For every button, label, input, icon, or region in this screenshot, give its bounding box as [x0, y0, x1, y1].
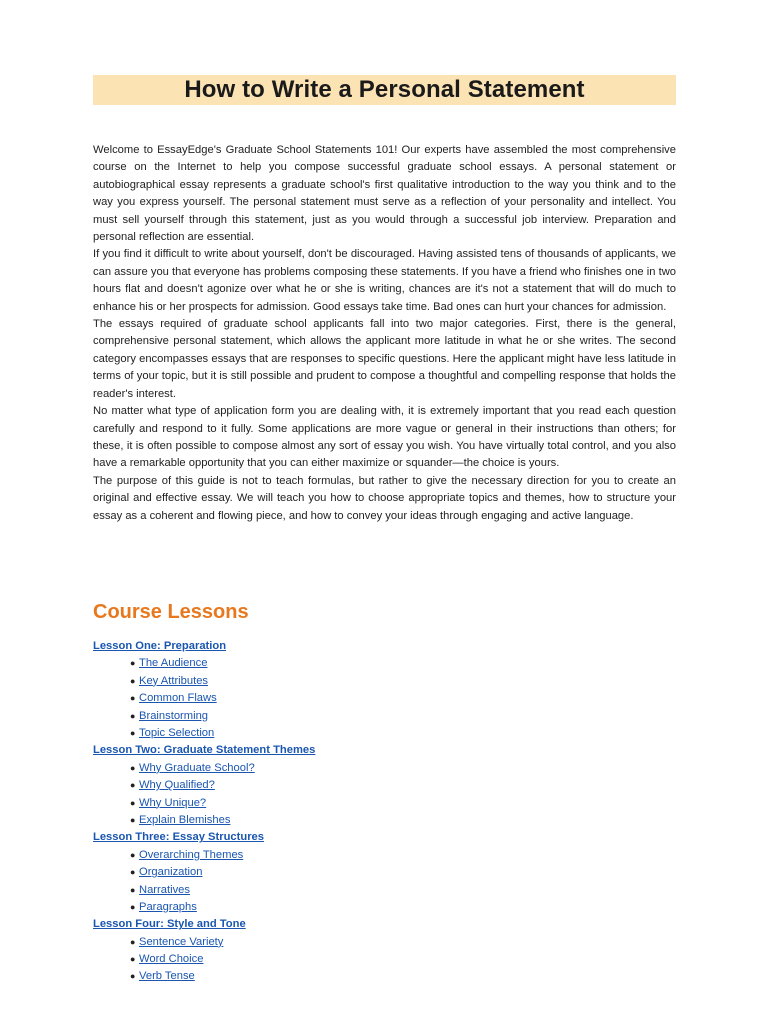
- topic-list: [93, 847, 676, 917]
- topic-link-overarching-themes[interactable]: Overarching Themes: [139, 848, 244, 861]
- intro-paragraph: The purpose of this guide is not to teach formulas, but rather to give the necessary direction for you to create an original and effective essay. We will teach you how to choose appropriate topics and themes, how to structure your essay as a coherent and flowing piece, and how to convey your ideas through engaging and active language.: [93, 474, 676, 522]
- intro-text: [93, 142, 676, 525]
- topic-link-why-graduate-school[interactable]: Why Graduate School?: [139, 761, 255, 774]
- list-item: [130, 864, 676, 881]
- topic-link-topic-selection[interactable]: Topic Selection: [139, 726, 215, 739]
- lesson-group: [93, 638, 676, 742]
- list-item: [130, 847, 676, 864]
- bullet-icon: ●: [130, 971, 136, 982]
- topic-link-word-choice[interactable]: Word Choice: [139, 953, 204, 966]
- topic-link-key-attributes[interactable]: Key Attributes: [139, 674, 209, 687]
- title-banner: [93, 75, 676, 105]
- bullet-icon: ●: [130, 658, 136, 669]
- lesson-one-link[interactable]: Lesson One: Preparation: [93, 640, 227, 652]
- list-item: [130, 795, 676, 812]
- list-item: [130, 951, 676, 968]
- bullet-icon: ●: [130, 901, 136, 912]
- intro-paragraph: No matter what type of application form you are dealing with, it is extremely important that you read each question carefully and respond to it fully. Some applications are more vague or general in their instructions than others; for these, it is often possible to compose almost any sort of essay you wish. You have virtually total control, and you also have a remarkable opportunity that you can either maximize or squander—the choice is yours.: [93, 405, 676, 470]
- bullet-icon: ●: [130, 710, 136, 721]
- topic-link-sentence-variety[interactable]: Sentence Variety: [139, 935, 224, 948]
- list-item: [130, 899, 676, 916]
- list-item: [130, 968, 676, 985]
- lesson-four-link[interactable]: Lesson Four: Style and Tone: [93, 918, 246, 931]
- topic-list: [93, 760, 676, 830]
- topic-link-why-qualified[interactable]: Why Qualified?: [139, 779, 215, 792]
- bullet-icon: ●: [130, 936, 136, 947]
- topic-link-brainstorming[interactable]: Brainstorming: [139, 709, 209, 722]
- bullet-icon: ●: [130, 884, 136, 895]
- list-item: [130, 655, 676, 672]
- bullet-icon: ●: [130, 867, 136, 878]
- bullet-icon: ●: [130, 954, 136, 965]
- topic-link-narratives[interactable]: Narratives: [139, 883, 190, 896]
- list-item: [130, 690, 676, 707]
- lessons-list: [93, 638, 676, 986]
- bullet-icon: ●: [130, 849, 136, 860]
- intro-paragraph: The essays required of graduate school applicants fall into two major categories. First, there is the general, comprehensive personal statement, which allows the applicant more latitude in what he or she writes. The second category encompasses essays that are responses to specific questions. Here the applicant might have less latitude in terms of your topic, but it is still possible and prudent to compose a thoughtful and compelling response that holds the reader's interest.: [93, 318, 676, 400]
- intro-paragraph: If you find it difficult to write about yourself, don't be discouraged. Having assisted tens of thousands of applicants, we can assure you that everyone has problems composing these statements. If you have a friend who finishes one in two hours flat and doesn't agonize over what he or she is writing, chances are it's not a statement that will do much to enhance his or her prospects for admission. Good essays take time. Bad ones can hurt your chances for admission.: [93, 248, 676, 313]
- bullet-icon: ●: [130, 780, 136, 791]
- topic-link-common-flaws[interactable]: Common Flaws: [139, 692, 217, 705]
- topic-link-paragraphs[interactable]: Paragraphs: [139, 900, 197, 913]
- topic-list: [93, 655, 676, 742]
- list-item: [130, 673, 676, 690]
- topic-link-explain-blemishes[interactable]: Explain Blemishes: [139, 813, 231, 826]
- topic-link-the-audience[interactable]: The Audience: [139, 657, 208, 670]
- topic-list: [93, 934, 676, 986]
- lesson-three-link[interactable]: Lesson Three: Essay Structures: [93, 831, 264, 844]
- course-lessons-heading: Course Lessons: [93, 601, 249, 623]
- list-item: [130, 934, 676, 951]
- lesson-group: [93, 916, 676, 986]
- list-item: [130, 812, 676, 829]
- bullet-icon: ●: [130, 762, 136, 773]
- list-item: [130, 760, 676, 777]
- list-item: [130, 725, 676, 742]
- topic-link-verb-tense[interactable]: Verb Tense: [139, 970, 195, 983]
- page-title: How to Write a Personal Statement: [184, 76, 585, 103]
- lesson-group: [93, 742, 676, 829]
- bullet-icon: ●: [130, 675, 136, 686]
- bullet-icon: ●: [130, 693, 136, 704]
- list-item: [130, 708, 676, 725]
- topic-link-why-unique[interactable]: Why Unique?: [139, 796, 207, 809]
- topic-link-organization[interactable]: Organization: [139, 866, 203, 879]
- lesson-group: [93, 829, 676, 916]
- bullet-icon: ●: [130, 814, 136, 825]
- bullet-icon: ●: [130, 797, 136, 808]
- lesson-two-link[interactable]: Lesson Two: Graduate Statement Themes: [93, 744, 316, 757]
- intro-paragraph: Welcome to EssayEdge's Graduate School Statements 101! Our experts have assembled the most comprehensive course on the Internet to help you compose successful graduate school essays. A personal statement or autobiographical essay represents a graduate school's first qualitative introduction to the way you think and to the way you express yourself. The personal statement must serve as a reflection of your personality and intellect. You must sell yourself through this statement, just as you would through a successful job interview. Preparation and personal reflection are essential.: [93, 144, 676, 244]
- list-item: [130, 882, 676, 899]
- list-item: [130, 777, 676, 794]
- bullet-icon: ●: [130, 727, 136, 738]
